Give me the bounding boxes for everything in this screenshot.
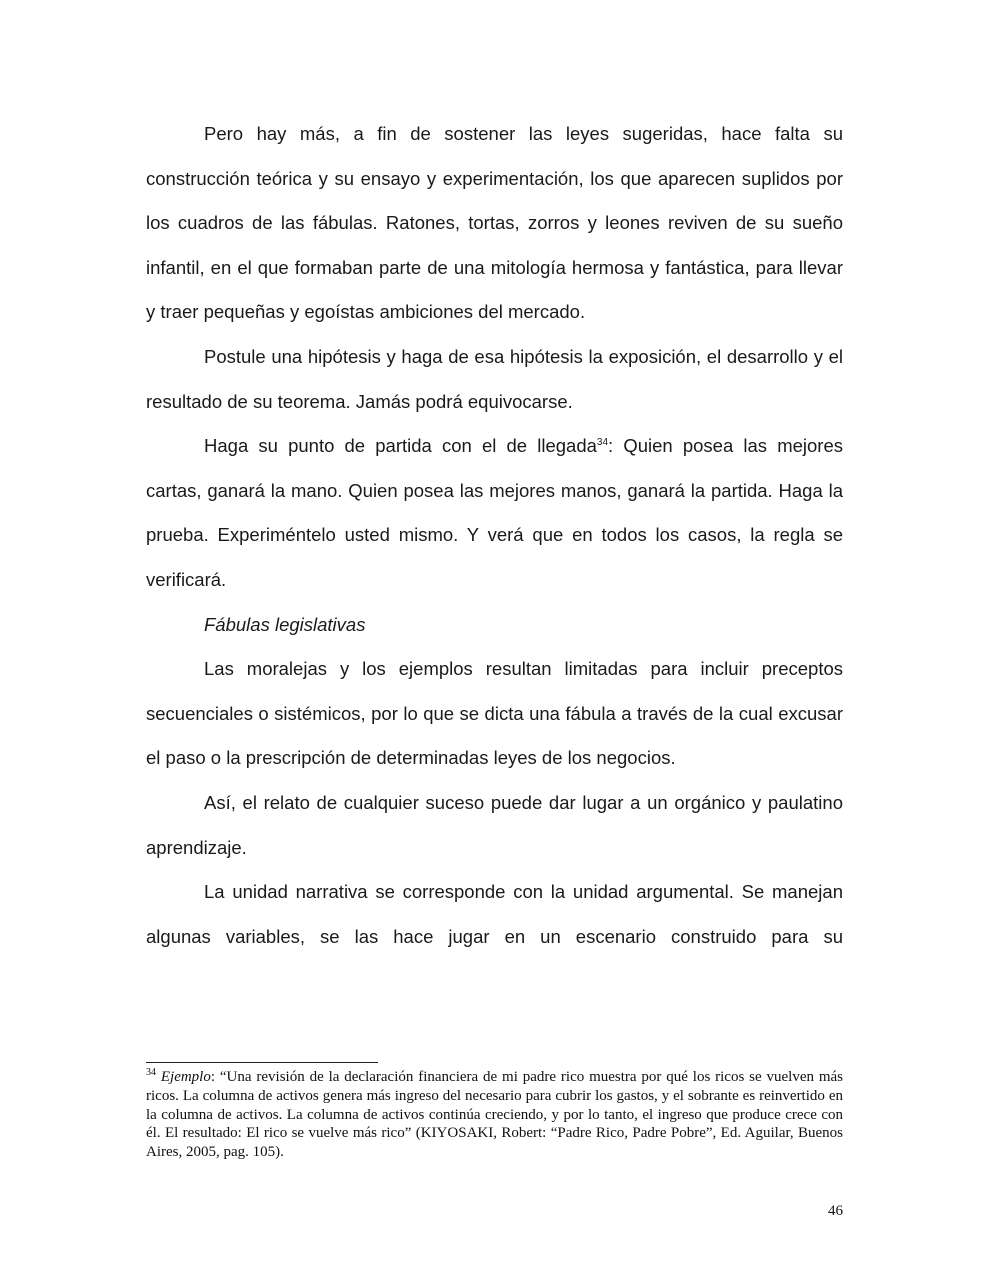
paragraph-2: Postule una hipótesis y haga de esa hipótesis la exposición, el desarrollo y el resultado de su teorema. Jamás podrá equivocarse. — [146, 345, 843, 412]
footnote-separator — [146, 1062, 378, 1063]
footnote-number: 34 — [146, 1067, 156, 1078]
section-heading: Fábulas legislativas — [204, 613, 366, 635]
footnote-text: : “Una revisión de la declaración financiera de mi padre rico muestra por qué los ricos se vuelven más ricos. La columna de activos genera más ingreso del necesario para cubrir los gastos, y el sobrante es reinvertido en la columna de activos. La columna de activos continúa creciendo, y por lo tanto, el ingreso que produce crece con él. El resultado: El rico se vuelve más rico” (KIYOSAKI, Robert: “Padre Rico, Padre Pobre”, Ed. Aguilar, Buenos Aires, 2005, pag. 105). — [146, 1069, 844, 1161]
paragraph-1: Pero hay más, a fin de sostener las leyes sugeridas, hace falta su construcción teórica y su ensayo y experimentación, los que aparecen suplidos por los cuadros de las fábulas. Ratones, tortas, zorros y leones reviven de su sueño infantil, en el que formaban parte de una mitología hermosa y fantástica, para llevar y traer pequeñas y egoístas ambiciones del mercado. — [146, 123, 843, 323]
footnote — [146, 1068, 843, 1162]
footnote-reference: 34 — [596, 437, 609, 448]
paragraph-3 — [146, 424, 843, 602]
section-paragraph-3: La unidad narrativa se corresponde con la unidad argumental. Se manejan algunas variables, se las hace jugar en un escenario construido para su — [146, 881, 843, 947]
paragraph-3-before: Haga su punto de partida con el de llegada — [204, 435, 597, 457]
section-paragraph-2: Así, el relato de cualquier suceso puede dar lugar a un orgánico y paulatino aprendizaje. — [146, 791, 843, 858]
footnote-label: Ejemplo — [160, 1069, 211, 1085]
page-number: 46 — [828, 1203, 843, 1219]
section-paragraph-1: Las moralejas y los ejemplos resultan limitadas para incluir preceptos secuenciales o sistémicos, por lo que se dicta una fábula a través de la cual excusar el paso o la prescripción de determinadas leyes de los negocios. — [146, 658, 843, 769]
body-text — [146, 112, 843, 959]
paragraph-3-after: : Quien posea las mejores cartas, ganará la mano. Quien posea las mejores manos, ganará la partida. Haga la prueba. Experiméntelo usted mismo. Y verá que en todos los casos, la regla se verificará. — [146, 435, 844, 590]
